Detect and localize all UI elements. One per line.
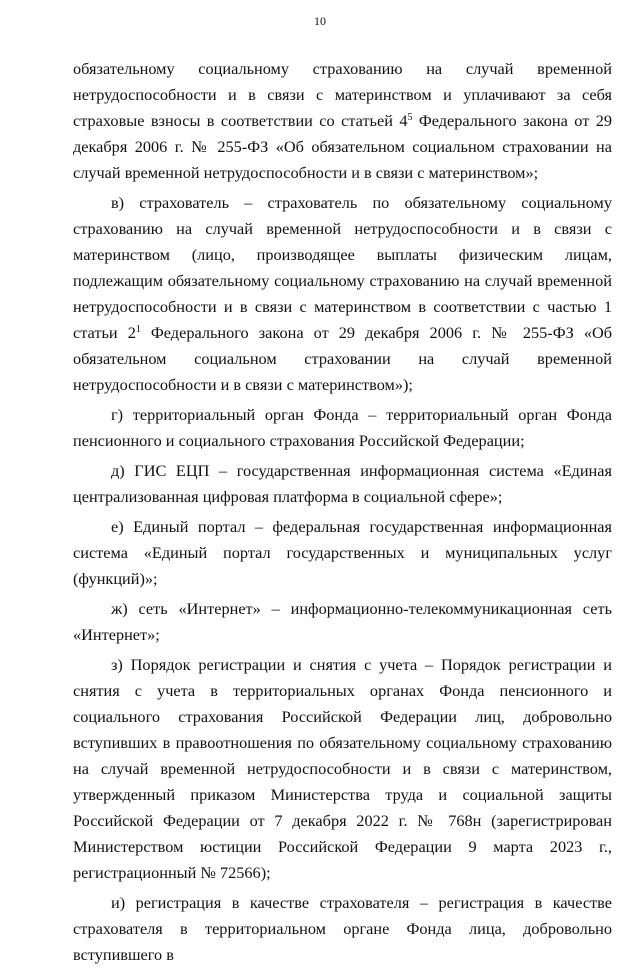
page-number: 10 (314, 14, 326, 28)
paragraph-continuation (73, 56, 612, 186)
paragraph-text: обязательному социальному страхованию на случай временной нетрудоспособности и в связи с материнством и уплачивают за себя страховые взносы в соответствии со статьей 4 (73, 59, 612, 130)
paragraph-item-d: д) ГИС ЕЦП – государственная информационная система «Единая централизованная цифровая платформа в социальной сфере»; (73, 461, 612, 506)
paragraph-item-z: з) Порядок регистрации и снятия с учета – Порядок регистрации и снятия с учета в территориальных органах Фонда пенсионного и социального страхования Российской Федерации лиц, добровольно вступивших в правоотношения по обязательному социальному страхованию на случай временной нетрудоспособности и в связи с материнством, утвержденный приказом Министерства труда и социальной защиты Российской Федерации от 7 декабря 2022 г. № 768н (зарегистрирован Министерством юстиции Российской Федерации 9 марта 2023 г., регистрационный № 72566); (73, 655, 612, 882)
paragraph-item-v (73, 190, 612, 398)
paragraph-text: Федерального закона от 29 декабря 2006 г. № 255-ФЗ «Об обязательном социальном страховании на случай временной нетрудоспособности и в связи с материнством»; (73, 111, 613, 182)
paragraph-item-zh: ж) сеть «Интернет» – информационно-телекоммуникационная сеть «Интернет»; (73, 599, 612, 644)
paragraph-item-g: г) территориальный орган Фонда – территориальный орган Фонда пенсионного и социального страхования Российской Федерации; (73, 405, 612, 450)
paragraph-text: в) страхователь – страхователь по обязательному социальному страхованию на случай временной нетрудоспособности и в связи с материнством (лицо, производящее выплаты физическим лицам, подлежащим обязательному социальному страхованию на случай временной нетрудоспособности и в связи с материнством в соответствии с частью 1 статьи 2 (73, 193, 612, 342)
superscript: 1 (135, 324, 141, 335)
paragraph-text: Федерального закона от 29 декабря 2006 г. № 255-ФЗ «Об обязательном социальном страховании на случай временной нетрудоспособности и в связи с материнством»); (73, 323, 612, 394)
superscript: 5 (407, 112, 413, 123)
document-body (73, 56, 612, 972)
paragraph-item-e: е) Единый портал – федеральная государственная информационная система «Единый портал государственных и муниципальных услуг (функций)»; (73, 517, 612, 588)
paragraph-item-i: и) регистрация в качестве страхователя – регистрация в качестве страхователя в территориальном органе Фонда лица, добровольно вступившего в (73, 893, 612, 964)
